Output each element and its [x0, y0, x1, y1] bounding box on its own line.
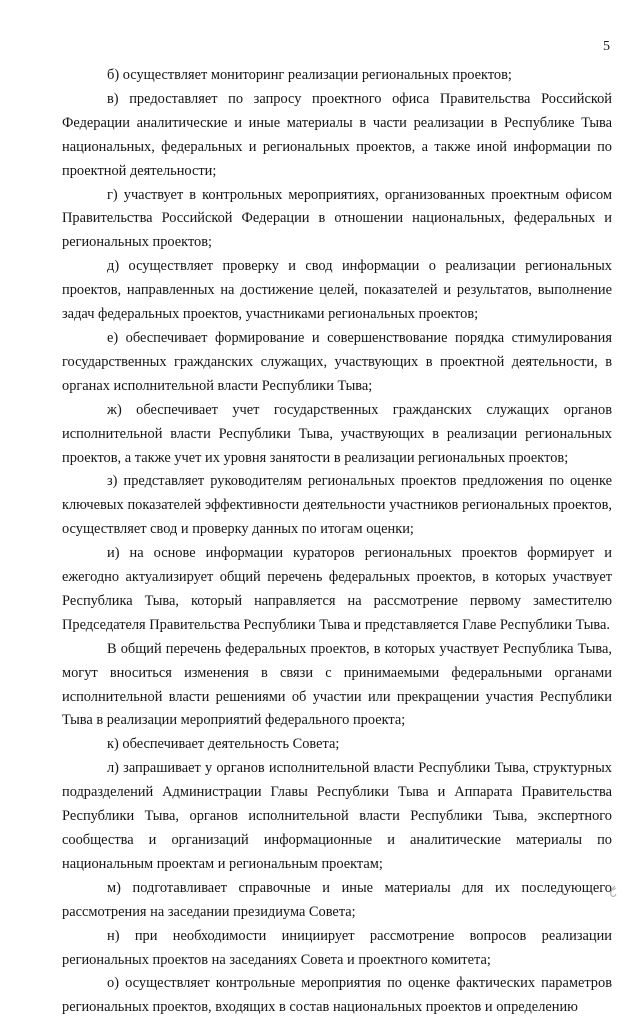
paragraph-l: л) запрашивает у органов исполнительной власти Республики Тыва, структурных подразделений Администрации Главы Республики Тыва и Аппарата Правительства Республики Тыва, органов исполнительной власти Республики Тыва, экспертного сообщества и организаций информационные и аналитические материалы по национальным проектам и региональным проектам;: [62, 760, 612, 872]
scan-mark-icon: [608, 885, 618, 899]
paragraph-e: е) обеспечивает формирование и совершенствование порядка стимулирования государственных гражданских служащих, участвующих в проектной деятельности, в органах исполнительной власти Республики Тыва;: [62, 329, 612, 394]
paragraph-m: м) подготавливает справочные и иные материалы для их последующего рассмотрения на заседании президиума Совета;: [62, 879, 612, 920]
paragraph-g: г) участвует в контрольных мероприятиях, организованных проектным офисом Правительства Российской Федерации в отношении национальных, федеральных и региональных проектов;: [62, 186, 612, 251]
paragraph-i: и) на основе информации кураторов региональных проектов формирует и ежегодно актуализирует общий перечень федеральных проектов, в которых участвует Республика Тыва, который направляется на рассмотрение первому заместителю Председателя Правительства Республики Тыва и представляется Главе Республики Тыва.: [62, 545, 612, 633]
paragraph-federal-projects-list: В общий перечень федеральных проектов, в которых участвует Республика Тыва, могут вноситься изменения в связи с принимаемыми федеральными органами исполнительной власти решениями об участии или прекращении участия Республики Тыва в реализации мероприятий федерального проекта;: [62, 640, 612, 729]
paragraph-n: н) при необходимости инициирует рассмотрение вопросов реализации региональных проектов на заседаниях Совета и проектного комитета;: [62, 927, 612, 968]
paragraph-v: в) предоставляет по запросу проектного офиса Правительства Российской Федерации аналитические и иные материалы в части реализации в Республике Тыва национальных, федеральных и региональных проектов, а также иной информации по проектной деятельности;: [62, 90, 612, 179]
paragraph-z: з) представляет руководителям региональных проектов предложения по оценке ключевых показателей эффективности деятельности участников региональных проектов, осуществляет свод и проверку данных по итогам оценки;: [62, 473, 612, 538]
paragraph-zh: ж) обеспечивает учет государственных гражданских служащих органов исполнительной власти Республики Тыва, участвующих в реализации региональных проектов, а также учет их уровня занятости в реализации региональных проектов;: [62, 401, 612, 466]
page-number: 5: [603, 39, 610, 54]
paragraph-b: б) осуществляет мониторинг реализации региональных проектов;: [107, 67, 512, 83]
document-body: [62, 64, 612, 1020]
paragraph-d: д) осуществляет проверку и свод информации о реализации региональных проектов, направленных на достижение целей, показателей и результатов, выполнение задач федеральных проектов, участниками региональных проектов;: [62, 258, 612, 323]
paragraph-k: к) обеспечивает деятельность Совета;: [107, 736, 340, 753]
paragraph-o: о) осуществляет контрольные мероприятия по оценке фактических параметров региональных проектов, входящих в состав национальных проектов и определению: [62, 975, 612, 1016]
